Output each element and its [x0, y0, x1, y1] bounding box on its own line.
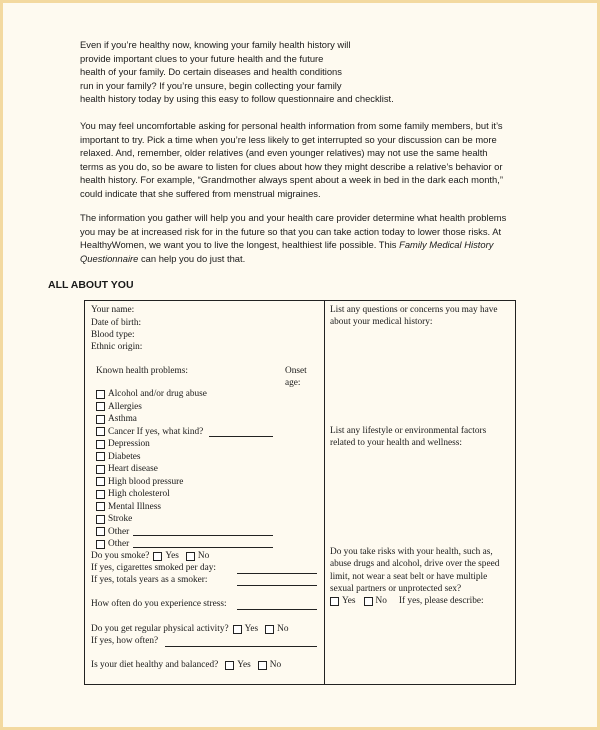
diet-no-checkbox[interactable]	[258, 661, 267, 670]
how-often-field[interactable]	[165, 646, 317, 647]
all-about-you-form	[84, 300, 516, 685]
condition-label: Cancer If yes, what kind?	[108, 426, 204, 437]
section-title: ALL ABOUT YOU	[48, 279, 134, 291]
intro-line: provide important clues to your future health and the future	[80, 52, 324, 64]
no-label: No	[197, 551, 210, 561]
checkbox-icon	[96, 402, 105, 411]
condition-depression-checkbox[interactable]	[96, 438, 150, 450]
intro-line: terms as you do, so be aware to listen for clues about how they might describe a relative’s behavior or	[80, 160, 503, 172]
cancer-kind-field[interactable]	[209, 436, 273, 437]
your-name-label: Your name:	[91, 305, 135, 315]
checkbox-icon	[96, 527, 105, 536]
intro-paragraph-2	[80, 119, 520, 201]
intro-text: can help you do just that.	[138, 252, 246, 264]
smoke-label: Do you smoke?	[91, 551, 150, 561]
intro-paragraph-1	[80, 38, 520, 106]
checkbox-icon	[96, 502, 105, 511]
stress-field[interactable]	[237, 609, 317, 610]
intro-line: you may be at increased risk for in the future so that you can take action today to lower those risks. At	[80, 225, 502, 237]
prompt-line: abuse drugs and alcohol, drive over the speed	[330, 559, 500, 570]
intro-line: run in your family? If you’re unsure, begin collecting your family	[80, 79, 342, 91]
activity-label: Do you get regular physical activity?	[91, 624, 229, 634]
describe-label: If yes, please describe:	[398, 596, 484, 606]
activity-question	[91, 623, 289, 635]
intro-line: relaxed. And, remember, older relatives (and even younger relatives) may not use the same health	[80, 147, 488, 159]
condition-label: Mental Illness	[108, 501, 161, 512]
blood-type-label: Blood type:	[91, 330, 135, 340]
checkbox-icon	[96, 540, 105, 549]
intro-line: health of your family. Do certain diseases and health conditions	[80, 66, 342, 78]
condition-label: Asthma	[108, 414, 137, 424]
intro-line: You may feel uncomfortable asking for personal health information from some family members, but it’s	[80, 120, 503, 131]
questionnaire-title-italic: Family Medical History	[399, 239, 494, 251]
intro-paragraph-3	[80, 211, 520, 265]
risks-no-checkbox[interactable]	[364, 597, 373, 606]
condition-high-cholesterol-checkbox[interactable]	[96, 488, 170, 500]
condition-other-checkbox[interactable]	[96, 538, 129, 550]
condition-asthma-checkbox[interactable]	[96, 413, 137, 425]
other-condition-field[interactable]	[133, 535, 273, 536]
condition-label: High cholesterol	[108, 489, 170, 499]
checkbox-icon	[96, 465, 105, 474]
smoke-no-checkbox[interactable]	[186, 552, 195, 561]
watermark	[40, 680, 200, 690]
questions-concerns-prompt	[330, 304, 515, 329]
prompt-line: about your medical history:	[330, 317, 433, 328]
prompt-line: related to your health and wellness:	[330, 438, 462, 449]
condition-label: Stroke	[108, 514, 133, 524]
column-divider	[324, 301, 325, 684]
ethnic-origin-label: Ethnic origin:	[91, 342, 143, 352]
intro-line: health history today by using this easy to follow questionnaire and checklist.	[80, 93, 394, 105]
years-smoker-label: If yes, totals years as a smoker:	[91, 575, 208, 585]
condition-mental-illness-checkbox[interactable]	[96, 501, 161, 513]
condition-allergies-checkbox[interactable]	[96, 401, 142, 413]
checkbox-icon	[96, 415, 105, 424]
checkbox-icon	[96, 490, 105, 499]
condition-high-blood-pressure-checkbox[interactable]	[96, 476, 183, 488]
age-label: age:	[285, 378, 301, 388]
prompt-line: List any questions or concerns you may have	[330, 305, 498, 315]
checkbox-icon	[96, 452, 105, 461]
activity-yes-checkbox[interactable]	[233, 625, 242, 634]
yes-label: Yes	[237, 660, 251, 670]
smoke-question	[91, 550, 209, 562]
intro-line	[80, 238, 520, 252]
condition-label: Diabetes	[108, 451, 141, 462]
condition-other-checkbox[interactable]	[96, 526, 129, 538]
checkbox-icon	[96, 477, 105, 486]
other-condition-field[interactable]	[133, 547, 273, 548]
intro-line: Even if you’re healthy now, knowing your family health history will	[80, 39, 351, 50]
condition-label: Allergies	[108, 401, 142, 412]
health-risks-prompt	[330, 546, 515, 596]
condition-label: Other	[108, 526, 130, 537]
intro-text: HealthyWomen, we want you to live the longest, healthiest life possible. This	[80, 239, 400, 251]
intro-line: health history. For example, “Grandmother always spent about a week in bed in the dark each month,”	[80, 174, 503, 186]
condition-label: Other	[108, 539, 130, 549]
prompt-line: sexual partners or unprotected sex?	[330, 584, 462, 595]
intro-line: could indicate that she suffered from menstrual migraines.	[80, 187, 321, 199]
condition-heart-disease-checkbox[interactable]	[96, 463, 158, 475]
questionnaire-title-italic: Questionnaire	[80, 252, 139, 264]
yes-label: Yes	[244, 624, 259, 634]
condition-stroke-checkbox[interactable]	[96, 513, 132, 525]
no-label: No	[269, 660, 282, 670]
checkbox-icon	[96, 440, 105, 449]
condition-cancer-checkbox[interactable]	[96, 426, 203, 438]
prompt-line: limit, not wear a seat belt or have multiple	[330, 571, 488, 582]
condition-label: Heart disease	[108, 464, 158, 474]
smoke-yes-checkbox[interactable]	[153, 552, 162, 561]
intro-line: important to try. Pick a time when you’re less likely to get interrupted so your discussion can be more	[80, 133, 497, 145]
cigarettes-per-day-field[interactable]	[237, 573, 317, 574]
intro-line: The information you gather will help you and your health care provider determine what health problems	[80, 212, 507, 223]
condition-alcohol-checkbox[interactable]	[96, 388, 207, 400]
risks-yes-checkbox[interactable]	[330, 597, 339, 606]
years-smoker-field[interactable]	[237, 585, 317, 586]
risks-answer-row	[330, 595, 484, 607]
onset-label: Onset	[285, 366, 307, 376]
stress-label: How often do you experience stress:	[91, 599, 227, 609]
date-of-birth-label: Date of birth:	[91, 318, 142, 328]
cigarettes-per-day-label: If yes, cigarettes smoked per day:	[91, 563, 216, 573]
diet-question	[91, 659, 281, 671]
diet-yes-checkbox[interactable]	[225, 661, 234, 670]
prompt-line: Do you take risks with your health, such as,	[330, 547, 493, 557]
checkbox-icon	[96, 515, 105, 524]
condition-label: Alcohol and/or drug abuse	[108, 389, 207, 399]
diet-label: Is your diet healthy and balanced?	[91, 660, 219, 670]
checkbox-icon	[96, 390, 105, 399]
no-label: No	[277, 624, 289, 634]
prompt-line: List any lifestyle or environmental factors	[330, 426, 487, 436]
lifestyle-factors-prompt	[330, 425, 515, 450]
intro-line	[80, 252, 520, 266]
no-label: No	[375, 596, 387, 606]
known-problems-label: Known health problems:	[96, 366, 188, 376]
yes-label: Yes	[342, 596, 356, 606]
condition-diabetes-checkbox[interactable]	[96, 451, 141, 463]
activity-no-checkbox[interactable]	[265, 625, 274, 634]
how-often-label: If yes, how often?	[91, 636, 159, 646]
yes-label: Yes	[165, 551, 179, 561]
condition-label: High blood pressure	[108, 476, 184, 487]
condition-label: Depression	[108, 439, 150, 449]
checkbox-icon	[96, 427, 105, 436]
